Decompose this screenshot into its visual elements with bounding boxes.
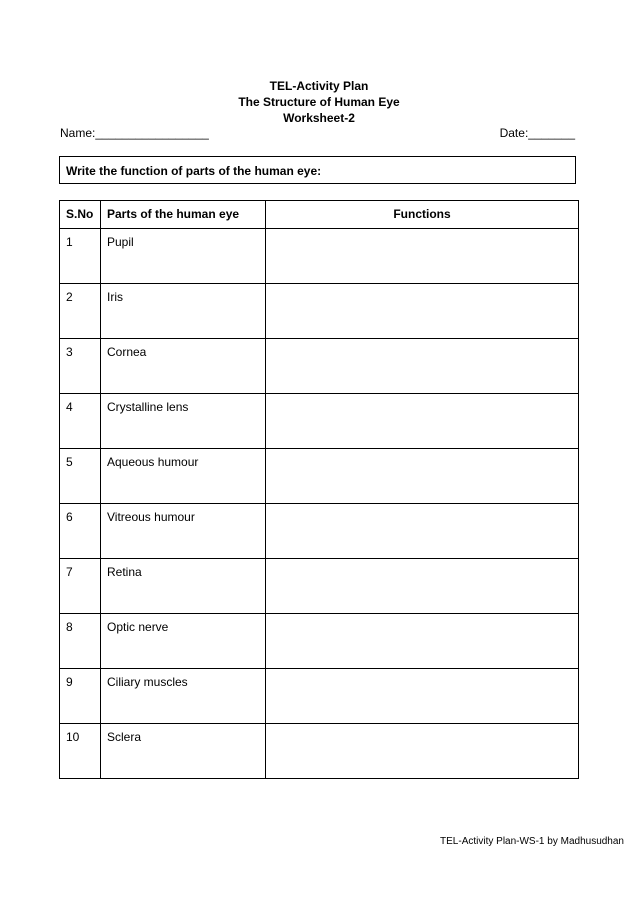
table-row (60, 504, 579, 559)
worksheet-table (59, 200, 579, 779)
table-row (60, 394, 579, 449)
header-part: Parts of the human eye (101, 201, 266, 229)
row-sno: 1 (60, 229, 101, 284)
row-part: Cornea (101, 339, 266, 394)
table-row (60, 614, 579, 669)
row-function-cell[interactable] (266, 669, 579, 724)
row-function-cell[interactable] (266, 284, 579, 339)
row-part: Crystalline lens (101, 394, 266, 449)
table-row (60, 724, 579, 779)
row-part: Pupil (101, 229, 266, 284)
row-function-cell[interactable] (266, 614, 579, 669)
footer-credit: TEL-Activity Plan-WS-1 by Madhusudhan (440, 836, 624, 847)
row-sno: 10 (60, 724, 101, 779)
table-header-row (60, 201, 579, 229)
row-part: Vitreous humour (101, 504, 266, 559)
row-sno: 3 (60, 339, 101, 394)
row-part: Iris (101, 284, 266, 339)
table-row (60, 284, 579, 339)
table-row (60, 339, 579, 394)
date-field[interactable]: Date:_______ (499, 126, 575, 140)
row-function-cell[interactable] (266, 559, 579, 614)
table-row (60, 449, 579, 504)
row-part: Retina (101, 559, 266, 614)
row-sno: 5 (60, 449, 101, 504)
row-sno: 7 (60, 559, 101, 614)
header-functions: Functions (266, 201, 579, 229)
instruction-box: Write the function of parts of the human eye: (59, 156, 576, 184)
row-function-cell[interactable] (266, 394, 579, 449)
row-part: Aqueous humour (101, 449, 266, 504)
row-part: Ciliary muscles (101, 669, 266, 724)
row-function-cell[interactable] (266, 724, 579, 779)
row-sno: 6 (60, 504, 101, 559)
name-field[interactable]: Name:_________________ (60, 126, 209, 140)
row-function-cell[interactable] (266, 449, 579, 504)
row-sno: 8 (60, 614, 101, 669)
header-sno: S.No (60, 201, 101, 229)
page-title: TEL-Activity Plan (269, 79, 369, 93)
row-function-cell[interactable] (266, 339, 579, 394)
page-subtitle: The Structure of Human Eye (238, 95, 400, 109)
row-function-cell[interactable] (266, 504, 579, 559)
worksheet-label: Worksheet-2 (283, 111, 355, 125)
row-sno: 2 (60, 284, 101, 339)
title-block (0, 78, 638, 126)
row-part: Sclera (101, 724, 266, 779)
row-function-cell[interactable] (266, 229, 579, 284)
table-row (60, 559, 579, 614)
table-row (60, 229, 579, 284)
table-row (60, 669, 579, 724)
row-part: Optic nerve (101, 614, 266, 669)
row-sno: 4 (60, 394, 101, 449)
row-sno: 9 (60, 669, 101, 724)
